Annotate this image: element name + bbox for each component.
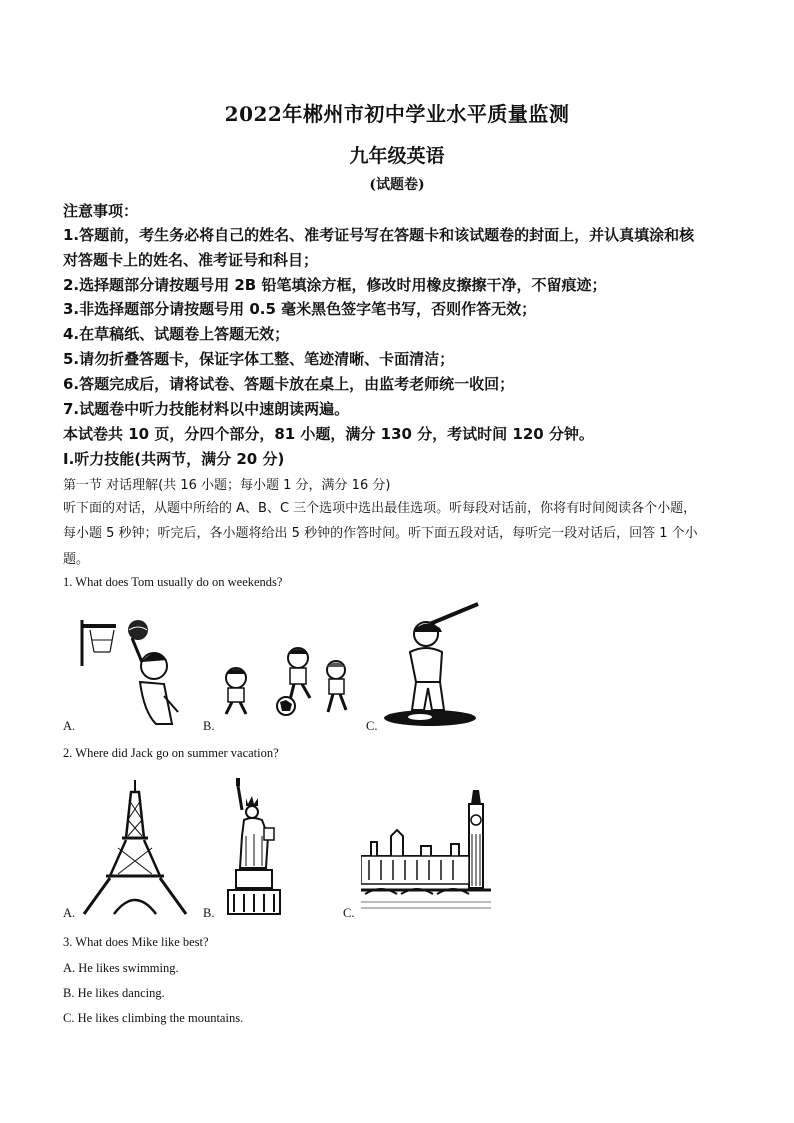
london-big-ben-picture — [361, 786, 491, 916]
paper-summary: 本试卷共 10 页，分四个部分，81 小题，满分 130 分，考试时间 120 分钟。 — [63, 425, 594, 443]
question-2-stem: 2. Where did Jack go on summer vacation? — [63, 746, 279, 760]
notice-item-3: 3.非选择题部分请按题号用 0.5 毫米黑色签字笔书写，否则作答无效； — [63, 300, 537, 318]
notice-item-5: 5.请勿折叠答题卡，保证字体工整、笔迹清晰、卡面清洁； — [63, 350, 455, 368]
basketball-player-picture — [78, 612, 182, 728]
question-3-option-c: C. He likes climbing the mountains. — [63, 1011, 244, 1025]
question-2-option-a: A. — [63, 906, 76, 920]
question-3-option-b: B. He likes dancing. — [63, 986, 165, 1000]
exam-subtitle: 九年级英语 — [349, 145, 445, 167]
eiffel-tower-picture — [80, 778, 190, 916]
notice-item-4: 4.在草稿纸、试题卷上答题无效； — [63, 325, 290, 343]
question-1-option-a: A. — [63, 719, 76, 733]
question-1-option-b: B. — [203, 719, 215, 733]
question-2-option-b: B. — [203, 906, 215, 920]
children-playing-soccer-picture — [214, 640, 358, 720]
question-1-stem: 1. What does Tom usually do on weekends? — [63, 575, 283, 589]
notice-item-7: 7.试题卷中听力技能材料以中速朗读两遍。 — [63, 400, 350, 418]
notice-item-2: 2.选择题部分请按题号用 2B 铅笔填涂方框，修改时用橡皮擦擦干净，不留痕迹； — [63, 276, 607, 294]
section-heading: I.听力技能(共两节，满分 20 分) — [63, 450, 285, 468]
part-1-title: 第一节 对话理解(共 16 小题；每小题 1 分，满分 16 分) — [63, 478, 391, 493]
notice-heading: 注意事项： — [63, 202, 139, 220]
notice-item-1-line-2: 对答题卡上的姓名、准考证号和科目； — [63, 251, 319, 269]
instructions-line-3: 题。 — [63, 552, 90, 567]
baseball-batter-picture — [380, 602, 480, 728]
question-1-option-c: C. — [366, 719, 378, 733]
question-3-option-a: A. He likes swimming. — [63, 961, 179, 975]
statue-of-liberty-picture — [222, 776, 298, 918]
instructions-line-2: 每小题 5 秒钟；听完后，各小题将给出 5 秒钟的作答时间。听下面五段对话，每听完一段对话后，回答 1 个小 — [63, 526, 698, 541]
notice-item-6: 6.答题完成后，请将试卷、答题卡放在桌上，由监考老师统一收回； — [63, 375, 515, 393]
exam-title: 2022年郴州市初中学业水平质量监测 — [224, 102, 570, 126]
instructions-line-1: 听下面的对话，从题中所给的 A、B、C 三个选项中选出最佳选项。听每段对话前，你将有时间阅读各个小题， — [63, 501, 697, 516]
question-2-option-c: C. — [343, 906, 355, 920]
paper-type: (试题卷) — [369, 177, 425, 193]
notice-item-1-line-1: 1.答题前，考生务必将自己的姓名、准考证号写在答题卡和该试题卷的封面上，并认真填涂和核 — [63, 226, 695, 244]
question-3-stem: 3. What does Mike like best? — [63, 935, 209, 949]
